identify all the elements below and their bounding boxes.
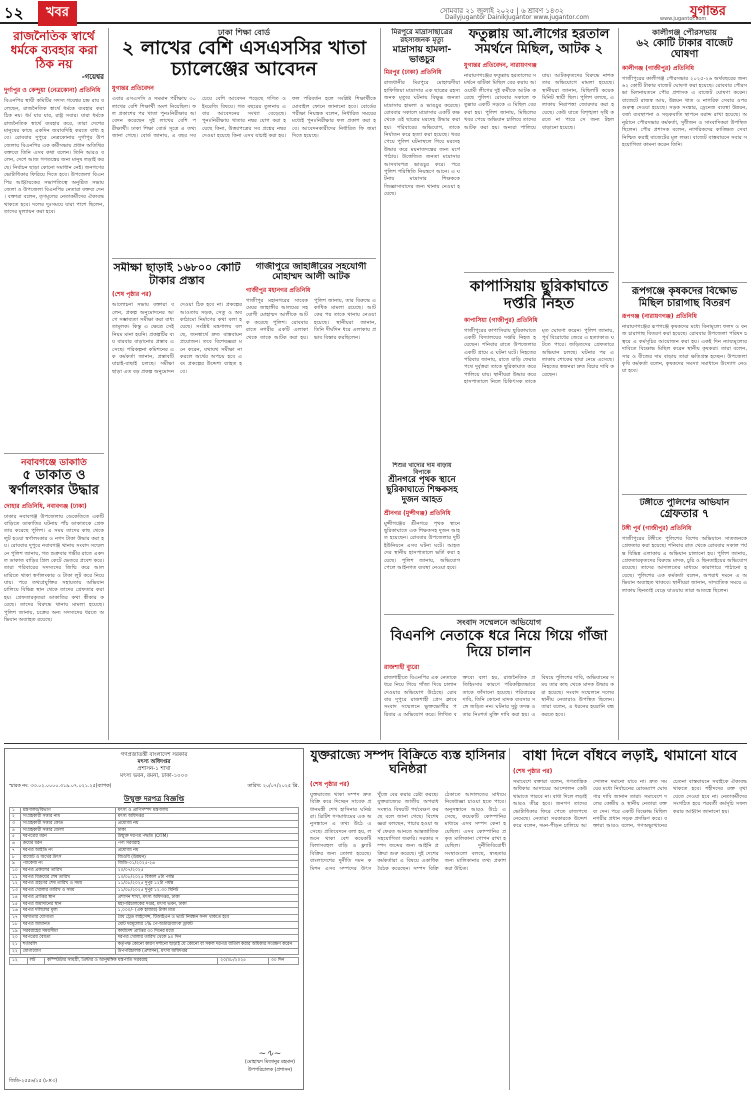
tender-row bbox=[10, 921, 299, 928]
article-body: মুন্সীগঞ্জের শ্রীনগরে পৃথক স্থানে ছুরিকাঘাতে এক শিক্ষকসহ দুজন আহত হয়েছেন। রোববার উপজেলার দুটি ইউনিয়নে এসব ঘটনা ঘটে। আহতদের স্থানীয় হাসপাতালে ভর্তি করা হয়েছে। পুলিশ জানায়, অভিযোগ পেলে আইনগত ব্যবস্থা নেওয়া হবে। bbox=[384, 520, 460, 571]
row-value: মোট দরমূল্যের ২% পে-অর্ডার/ব্যাংক ড্রাফট bbox=[115, 921, 298, 928]
row-label: দরদাতার যোগ্যতা bbox=[20, 915, 115, 922]
lot-cell: কম্পিউটার সামগ্রী, প্রিন্টার ও আনুষঙ্গিক যন্ত্রপাতি সরবরাহ bbox=[45, 958, 218, 965]
article-body: গাজীপুরের কাপাসিয়ায় ছুরিকাঘাতে একটি বিদ্যালয়ের দপ্তরি নিহত হয়েছেন। শনিবার রাতে উপজেলার একটি গ্রামে এ ঘটনা ঘটে। নিহতের পরিবার জানায়, রাতে বাড়ি ফেরার পথে দুর্বৃত্তরা তাকে ছুরিকাঘাত করে পালিয়ে যায়। স্থানীয়রা উদ্ধার করে হাসপাতালে নিলে চিকিৎসক তাকে মৃত ঘোষণা করেন। পুলিশ জানায়, পূর্ব বিরোধের জেরে এ হত্যাকাণ্ড ঘটতে পারে। জড়িতদের গ্রেফতারে অভিযান চলছে। ঘটনার পর এলাকায় শোকের ছায়া নেমে এসেছে। নিহতের স্বজনরা দ্রুত বিচার দাবি করেছেন। bbox=[464, 327, 614, 386]
byline: শ্রীনগর (মুন্সীগঞ্জ) প্রতিনিধি bbox=[384, 509, 451, 517]
headline: ৬২ কোটি টাকার বাজেট ঘোষণা bbox=[636, 37, 733, 61]
headline: গাজীপুরে জাহাঙ্গীরের সহযোগী মোহাম্মদ আলী আটক bbox=[255, 262, 367, 283]
row-label: প্যাকেজ নং bbox=[20, 861, 115, 868]
row-number: ১১ bbox=[10, 874, 21, 881]
row-label: সরবরাহের সময়সীমা bbox=[20, 928, 115, 935]
row-value: পণ্য সরবরাহ bbox=[115, 841, 298, 848]
source: -গয়েশ্বর bbox=[81, 73, 104, 82]
row-value: জিওবি (উন্নয়ন) bbox=[115, 854, 298, 861]
row-value: প্রযোজ্য নয় bbox=[115, 821, 298, 828]
row-value: ১,০০০/- (এক হাজার) টাকা মাত্র bbox=[115, 908, 298, 915]
headline: রূপগঞ্জে কৃষকদের বিক্ষোভ মিছিল চারাগাছ বিতরণ bbox=[631, 286, 738, 309]
tender-row bbox=[10, 868, 299, 875]
headline: সমীক্ষা ছাড়াই ১৬৮০০ কোটি টাকার প্রস্তাব bbox=[113, 262, 241, 287]
byline: রূপগঞ্জ (নারায়ণগঞ্জ) প্রতিনিধি bbox=[622, 313, 697, 320]
row-value: উন্মুক্ত দরপত্র পদ্ধতি (OTM) bbox=[115, 834, 298, 841]
row-number: ৫ bbox=[10, 834, 21, 841]
tender-row bbox=[10, 888, 299, 895]
signatory-title: উপপরিচালক (প্রশাসন) bbox=[247, 1068, 293, 1073]
row-label: দরপত্রের বৈধতা bbox=[20, 935, 115, 942]
byline: (শেষ পৃষ্ঠার পর) bbox=[513, 768, 553, 776]
row-number: ১২ bbox=[10, 881, 21, 888]
headline: বিএনপি নেতাকে ধরে নিয়ে গিয়ে গাঁজা দিয়ে চালান bbox=[390, 627, 608, 660]
row-label: দরপত্র খোলার তারিখ ও সময় bbox=[20, 888, 115, 895]
row-label: দরপত্র প্রকাশের তারিখ bbox=[20, 868, 115, 875]
article-body: গাজীপুর মহানগরের সাবেক মেয়র জাহাঙ্গীর আলমের সহযোগী মোহাম্মদ আলীকে আটক করেছে পুলিশ। রোববার রাতে নগরীর একটি এলাকা থেকে তাকে আটক করা হয়। পুলিশ জানায়, তার বিরুদ্ধে একাধিক মামলা রয়েছে। আটকের পর তাকে থানায় নেওয়া হয়েছে। স্থানীয়রা জানান, তিনি দীর্ঘদিন ধরে এলাকায় প্রভাব বিস্তার করছিলেন। bbox=[246, 297, 376, 341]
row-value: ১১/০৮/২০২৫ দুপুর ১২টা পর্যন্ত bbox=[115, 881, 298, 888]
byline: দোহার প্রতিনিধি, নবাবগঞ্জ (ঢাকা) bbox=[4, 502, 87, 510]
article-gazipur bbox=[246, 262, 376, 740]
article-bnp bbox=[384, 618, 614, 740]
row-number: ৬ bbox=[10, 841, 21, 848]
row-number: ১ bbox=[10, 807, 21, 814]
row-number: ৮ bbox=[10, 854, 21, 861]
byline: যুগান্তর প্রতিবেদন, নারায়ণগঞ্জ bbox=[464, 61, 537, 69]
headline: বাধা দিলে বাঁধবে লড়াই, থামানো যাবে bbox=[522, 748, 738, 764]
row-number: ১৬ bbox=[10, 908, 21, 915]
kicker: শিশুর খাদ্যের দাম বাড়ায় বিপাকে bbox=[392, 462, 452, 477]
social-links[interactable]: Dailyjugantor DainikJugantor www.jugantor.com bbox=[445, 14, 589, 21]
article-body: এবার এসএসসি ও সমমান পরীক্ষায় ৩০ লাখের বেশি শিক্ষার্থী অংশ নিয়েছিল। ফল প্রকাশের পর খাতা পুনঃনিরীক্ষার আবেদন করেছেন দুই লাখের বেশি পরীক্ষার্থী। ঢাকা শিক্ষা বোর্ড সূত্রে এ তথ্য জানা গেছে। বোর্ড জানায়, এ বছর সবচেয়ে বেশি আবেদন পড়েছে গণিত ও ইংরেজি বিষয়ে। গত বছরের তুলনায় এবার আবেদনের সংখ্যা বেড়েছে। পুনঃনিরীক্ষায় খাতার নম্বর যোগ করা হয়েছে কিনা, উত্তরপত্রের সব প্রশ্নের নম্বর দেওয়া হয়েছে কিনা এসব যাচাই করা হয়। ফল পরিবর্তন হলে সংশ্লিষ্ট শিক্ষার্থীকে মোবাইল ফোনে জানানো হবে। বোর্ডের পরীক্ষা নিয়ন্ত্রক বলেন, নির্ধারিত সময়ের মধ্যেই পুনঃনিরীক্ষার ফল প্রকাশ করা হবে। আবেদনকারীদের নির্ধারিত ফি জমা দিতে হয়েছে। bbox=[112, 96, 376, 140]
tender-row bbox=[10, 807, 299, 814]
tender-row bbox=[10, 948, 299, 955]
row-label: সংগ্রহকারী সত্তার কোড bbox=[20, 821, 115, 828]
tender-ref: স্মারক নং: ৩৩.০২.০০০০.৩১৯.০৭.০২১.২৫(ব্যাপক) bbox=[9, 783, 112, 789]
byline: টঙ্গী পূর্ব (গাজীপুর) প্রতিনিধি bbox=[622, 524, 692, 532]
byline: কাপাসিয়া (গাজীপুর) প্রতিনিধি bbox=[464, 316, 538, 324]
row-number: ২০ bbox=[10, 935, 21, 942]
row-number: ২২ bbox=[10, 948, 21, 955]
tender-title: উন্মুক্ত দরপত্র বিজ্ঞপ্তি bbox=[123, 794, 185, 803]
kicker: মিরপুরে মাদ্রাসাছাত্রের রহস্যজনক মৃত্যু bbox=[391, 28, 453, 45]
signatory-name: (মোহাম্মদ মিজানুর রহমান) bbox=[244, 1060, 295, 1065]
row-value: মহাপরিচালকের দপ্তর, মৎস্য ভবন, ঢাকা bbox=[115, 901, 298, 908]
kicker: নবাবগঞ্জে ডাকাতি bbox=[21, 458, 87, 468]
kicker: কালীগঞ্জ পৌরসভায় bbox=[652, 28, 717, 37]
article-body: গাজীপুরের কালীগঞ্জ পৌরসভার ২০২৫-২৬ অর্থবছরের জন্য ৬২ কোটি টাকার বাজেট ঘোষণা করা হয়েছে। রোববার পৌরসভা মিলনায়তনে পৌর প্রশাসক এ বাজেট ঘোষণা করেন। বাজেটে রাজস্ব আয়, উন্নয়ন খাত ও নাগরিক সেবার ওপর গুরুত্ব দেওয়া হয়েছে। সড়ক সংস্কার, ড্রেনেজ ব্যবস্থা উন্নয়ন, বর্জ্য ব্যবস্থাপনা ও সড়কবাতি স্থাপনে বরাদ্দ রাখা হয়েছে। অনুষ্ঠানে পৌরসভার কর্মকর্তা, সুধীজন ও সাংবাদিকরা উপস্থিত ছিলেন। পৌর প্রশাসক বলেন, নাগরিকদের কাঙ্ক্ষিত সেবা নিশ্চিত করাই বাজেটের মূল লক্ষ্য। বাজেট বাস্তবায়নে সবার সহযোগিতা কামনা করেন তিনি। bbox=[622, 75, 747, 148]
row-label: দরপত্র জমাদানের স্থান bbox=[20, 901, 115, 908]
row-number: ১৩ bbox=[10, 888, 21, 895]
tender-address: মৎস্য ভবন, রমনা, ঢাকা-১০০০ bbox=[120, 773, 188, 780]
tender-row bbox=[10, 881, 299, 888]
article-hasina bbox=[310, 748, 506, 1090]
tender-row bbox=[10, 841, 299, 848]
row-label: দরপত্র বিক্রয়ের শেষ তারিখ bbox=[20, 874, 115, 881]
lot-cell: লট bbox=[27, 958, 45, 965]
row-value: ঢাকা bbox=[115, 827, 298, 834]
row-value: প্রশাসন শাখা, মৎস্য অধিদপ্তর, ঢাকা bbox=[115, 894, 298, 901]
article-body: নারায়ণগঞ্জের রূপগঞ্জে কৃষকদের মধ্যে বিনামূল্যে ফলদ ও বনজ চারাগাছ বিতরণ করা হয়েছে। রোববার উপজেলা পরিষদ চত্বরে এ কর্মসূচির আয়োজন করা হয়। একই দিন ন্যায্যমূল্যের দাবিতে বিক্ষোভ মিছিল করেন স্থানীয় কৃষকরা। তারা বলেন, সার ও বীজের দাম বাড়ায় তারা ক্ষতিগ্রস্ত হচ্ছেন। উপজেলা কৃষি কর্মকর্তা বলেন, কৃষকদের সমস্যা সমাধানে উদ্যোগ নেওয়া হবে। bbox=[622, 324, 747, 375]
byline: কালীগঞ্জ (গাজীপুর) প্রতিনিধি bbox=[622, 64, 695, 72]
article-body: আলোচনা সভায় বক্তারা বলেন, প্রকল্প অনুমোদনের আগে সম্ভাব্যতা সমীক্ষা করা বাধ্যতামূলক। কিন্তু এ ক্ষেত্রে সেই নিয়ম মানা হয়নি। প্রকল্পটির ব্যয় বারবার বাড়ানোর প্রস্তাব এসেছে। পরিকল্পনা কমিশনের এক কর্মকর্তা জানান, প্রস্তাবটি যাচাই-বাছাই চলছে। সমীক্ষা ছাড়া এত বড় প্রকল্প অনুমোদন দেওয়া ঠিক হবে না। প্রকল্পের আওতায় সড়ক, সেতু ও অবকাঠামো নির্মাণের কথা বলা হয়েছে। সংশ্লিষ্ট মন্ত্রণালয় বলছে, জনস্বার্থে দ্রুত বাস্তবায়ন প্রয়োজন। তবে বিশেষজ্ঞরা মনে করেন, যথাযথ সমীক্ষা না করলে অর্থের অপচয় হবে এবং প্রকল্পের উদ্দেশ্য ব্যাহত হবে। bbox=[112, 302, 242, 375]
tender-lot-table bbox=[9, 957, 299, 965]
headline: রাজনৈতিক স্বার্থে ধর্মকে ব্যবহার করা ঠিক নয় bbox=[10, 30, 98, 71]
row-label: দরপত্র জামানত bbox=[20, 921, 115, 928]
row-value: দরপত্র খোলার তারিখ থেকে ৯০ দিন bbox=[115, 935, 298, 942]
article-body: ঢাকার নবাবগঞ্জ উপজেলায় ডেকেতিতে একটি বাড়িতে ডাকাতির ঘটনায় পাঁচ ডাকাতকে গ্রেফতার করেছে পুলিশ। এ সময় তাদের কাছ থেকে লুট হওয়া স্বর্ণালংকার ও নগদ টাকা উদ্ধার করা হয়। রোববার দুপুরে নবাবগঞ্জ থানায় সংবাদ সম্মেলনে পুলিশ জানায়, গত শুক্রবার গভীর রাতে একদল ডাকাত বাড়ির গ্রিল কেটে ভেতরে প্রবেশ করে। তারা পরিবারের সদস্যদের জিম্মি করে আলমারিতে থাকা স্বর্ণালংকার ও টাকা লুট করে নিয়ে যায়। পরে তথ্যপ্রযুক্তির সহায়তায় অভিযান চালিয়ে বিভিন্ন স্থান থেকে তাদের গ্রেফতার করা হয়। গ্রেফতারকৃতরা ডাকাতির কথা স্বীকার করেছে। তাদের বিরুদ্ধে থানায় মামলা হয়েছে। পুলিশ জানায়, চক্রের অন্য সদস্যদের ধরতে অভিযান অব্যাহত রয়েছে। bbox=[4, 513, 104, 623]
lot-cell: ৩০ দিন bbox=[268, 958, 298, 965]
tender-row bbox=[10, 861, 299, 868]
row-value: মৎস্য ও প্রাণিসম্পদ মন্ত্রণালয় bbox=[115, 807, 298, 814]
row-number: ৭ bbox=[10, 847, 21, 854]
kicker: সংবাদ সম্মেলনে অভিযোগ bbox=[456, 618, 542, 627]
headline: মাদ্রাসায় হামলা-ভাঙচুর bbox=[392, 44, 452, 66]
article-budget bbox=[112, 262, 242, 740]
kicker: টঙ্গীতে পুলিশের অভিযান bbox=[639, 498, 730, 508]
article-farmers bbox=[622, 286, 747, 491]
tender-row bbox=[10, 854, 299, 861]
tender-row bbox=[10, 874, 299, 881]
article-body: যুক্তরাজ্যে থাকা সম্পদ দ্রুত বিক্রি করে দিচ্ছেন সাবেক প্রধানমন্ত্রী শেখ হাসিনার ঘনিষ্ঠরা। ব্রিটিশ গণমাধ্যমের এক অনুসন্ধানে এ তথ্য উঠে এসেছে। প্রতিবেদনে বলা হয়, লন্ডনে থাকা বেশ কয়েকটি বিলাসবহুল বাড়ি ও ফ্ল্যাট বিক্রির জন্য তোলা হয়েছে। বাংলাদেশের দুর্নীতি দমন কমিশন এসব সম্পদের উৎস খুঁজে বের করার চেষ্টা করছে। যুক্তরাজ্যের জাতীয় অপরাধ সংস্থাও বিষয়টি পর্যবেক্ষণ করছে বলে জানা গেছে। বিশেষজ্ঞরা বলছেন, পাচার হওয়া অর্থ ফেরত আনতে আন্তর্জাতিক সহযোগিতা জরুরি। সরকার সম্পদ জব্দের জন্য আইনি প্রক্রিয়া শুরু করেছে। দুই দেশের কর্মকর্তারা এ বিষয়ে একাধিক বৈঠক করেছেন। সম্পদ বিক্রি ঠেকাতে আদালতের মাধ্যমে নিষেধাজ্ঞা চাওয়া হতে পারে। অনুসন্ধানে আরও উঠে এসেছে, কয়েকটি কোম্পানির মাধ্যমে এসব সম্পদ কেনা হয়েছিল। এসব কোম্পানির প্রকৃত মালিকানা গোপন রাখা হয়েছিল। দুর্নীতিবিরোধী সংস্থাগুলো বলছে, স্বচ্ছতার জন্য মালিকানার তথ্য প্রকাশ করা উচিত। bbox=[310, 791, 506, 872]
headline: কাপাসিয়ায় ছুরিকাঘাতে দপ্তরি নিহত bbox=[469, 278, 609, 313]
article-robbery bbox=[4, 458, 104, 738]
byline: মিরপুর (ঢাকা) প্রতিনিধি bbox=[384, 69, 442, 77]
website-url[interactable]: www.jugantor.com bbox=[660, 16, 707, 22]
row-label: মন্ত্রণালয়/বিভাগ bbox=[20, 807, 115, 814]
row-value: বৈধ ট্রেড লাইসেন্স, টিআইএন ও ভ্যাট নিবন্ধন সনদ থাকতে হবে bbox=[115, 915, 298, 922]
article-ssc bbox=[112, 28, 376, 253]
article-madrasa bbox=[384, 28, 460, 458]
tender-branch: প্রশাসন-১ শাখা bbox=[137, 766, 171, 773]
article-body: বিএনপির স্থায়ী কমিটির সদস্য গয়েশ্বর চন্দ্র রায় বলেছেন, রাজনৈতিক স্বার্থে ধর্মকে ব্যবহার করা ঠিক নয়। ধর্ম যার যার, রাষ্ট্র সবার। যারা ধর্মকে রাজনৈতিক স্বার্থে ব্যবহার করে, তারা দেশের মানুষের কাছে একদিন জবাবদিহি করতে বাধ্য হবে। রোববার দুপুরে নেত্রকোনার দুর্গাপুর উপজেলায় বিএনপির এক কর্মীসভায় প্রধান অতিথির বক্তব্যে তিনি এসব কথা বলেন। তিনি আরও বলেন, দেশে আজ গণতন্ত্রের জন্য মানুষ লড়াই করছে। নির্বাচন ছাড়া কোনো সমাধান নেই। জনগণের ভোটাধিকার ফিরিয়ে দিতে হবে। উপজেলা বিএনপির আহ্বায়কের সভাপতিত্বে অনুষ্ঠিত সভায় জেলা ও উপজেলা বিএনপির নেতারা বক্তব্য দেন। বক্তারা বলেন, তৃণমূলের নেতাকর্মীদের ঐক্যবদ্ধ থাকতে হবে। দলের দুঃসময়ে যারা পাশে ছিলেন, তাদের মূল্যায়ন করা হবে। bbox=[4, 98, 104, 216]
tender-footer: জিডি-২৫৫৬/২৫ (৮×৩) bbox=[9, 1079, 58, 1084]
headline: যুক্তরাজ্যে সম্পদ বিক্রিতে ব্যস্ত হাসিনার ঘনিষ্ঠরা bbox=[310, 748, 506, 777]
row-number: ৪ bbox=[10, 827, 21, 834]
article-kaliganj bbox=[622, 28, 747, 278]
row-value: ২০/০৭/২০২৫ bbox=[115, 868, 298, 875]
headline: গ্রেফতার ৭ bbox=[659, 507, 710, 521]
signature-mark: ~∿~ bbox=[258, 1049, 282, 1059]
row-value: কার্যাদেশ প্রাপ্তির ৩০ দিনের মধ্যে bbox=[115, 928, 298, 935]
article-tongi bbox=[622, 498, 747, 740]
row-label: দরপত্র আইডি নং bbox=[20, 847, 115, 854]
page-header bbox=[0, 0, 751, 24]
lot-cell: ১২ bbox=[10, 958, 28, 965]
tender-row bbox=[10, 827, 299, 834]
row-value: কর্তৃপক্ষ কোনো কারণ দর্শানো ছাড়াই যে কোনো বা সকল দরপত্র বাতিল করার অধিকার সংরক্ষণ করেন bbox=[115, 941, 298, 948]
newspaper-logo: যুগান্তর bbox=[690, 4, 726, 19]
byline: যুগান্তর প্রতিবেদন bbox=[112, 85, 154, 93]
article-body: রাজশাহীতে বিএনপির এক নেতাকে ধরে নিয়ে গিয়ে গাঁজা দিয়ে চালান দেওয়ার অভিযোগ উঠেছে। রোববার দুপুরে রাজশাহী প্রেস ক্লাবে সংবাদ সম্মেলনে ভুক্তভোগীর পরিবার এ অভিযোগ করে। লিখিত বক্তব্যে বলা হয়, রাজনৈতিক প্রতিহিংসার কারণে পরিকল্পিতভাবে তাকে ফাঁসানো হয়েছে। পরিবারের দাবি, তিনি কোনো মাদক ব্যবসার সঙ্গে জড়িত নন। ঘটনার সুষ্ঠু তদন্ত ও তার নিঃশর্ত মুক্তি দাবি করা হয়। এ বিষয়ে পুলিশের দাবি, অভিযানের সময় তার কাছ থেকে মাদক উদ্ধার করা হয়েছে। সংবাদ সম্মেলনে দলের স্থানীয় নেতারাও উপস্থিত ছিলেন। তারা বলেন, এ ধরনের হয়রানি বন্ধ করতে হবে। bbox=[384, 674, 614, 718]
article-body: গাজীপুরের টঙ্গীতে পুলিশের বিশেষ অভিযানে সাতজনকে গ্রেফতার করা হয়েছে। শনিবার রাত থেকে রোববার সকাল পর্যন্ত বিভিন্ন এলাকায় এ অভিযান চালানো হয়। পুলিশ জানায়, গ্রেফতারকৃতদের বিরুদ্ধে মাদক, চুরি ও ছিনতাইয়ের অভিযোগ রয়েছে। তাদের আদালতের মাধ্যমে কারাগারে পাঠানো হয়েছে। পুলিশের এক কর্মকর্তা বলেন, অপরাধ দমনে এ অভিযান অব্যাহত থাকবে। স্থানীয়রা জানান, সাম্প্রতিক সময়ে এলাকায় ছিনতাই বেড়ে যাওয়ায় তারা আতঙ্কে ছিলেন। bbox=[622, 535, 747, 594]
article-kapasia bbox=[464, 278, 614, 608]
row-label: যোগাযোগ bbox=[20, 948, 115, 955]
headline: ফতুল্লায় আ.লীগের হরতাল সমর্থনে মিছিল, আটক ২ bbox=[468, 28, 610, 57]
byline: দুর্গাপুর ও কেন্দুয়া (নেত্রকোনা) প্রতিনিধি bbox=[4, 87, 101, 95]
article-body: নারায়ণগঞ্জের ফতুল্লায় হরতালের সমর্থনে ঝটিকা মিছিল বের করায় আওয়ামী লীগের দুই কর্মীকে আটক করেছে পুলিশ। রোববার সকালে ফতুল্লার একটি সড়কে এ মিছিল বের করা হয়। পুলিশ জানায়, মিছিলের খবর পেয়ে অভিযান চালিয়ে তাদের আটক করা হয়। অন্যরা পালিয়ে যায়। আটককৃতদের বিরুদ্ধে নাশকতার অভিযোগে মামলা হয়েছে। স্থানীয়রা জানান, মিছিলটি কয়েক মিনিট স্থায়ী ছিল। পুলিশ বলছে, এলাকায় নিরাপত্তা জোরদার করা হয়েছে। কেউ যাতে বিশৃঙ্খলা সৃষ্টি করতে না পারে সে জন্য টহল বাড়ানো হয়েছে। bbox=[464, 72, 614, 131]
tender-row bbox=[10, 901, 299, 908]
row-number: ১৪ bbox=[10, 894, 21, 901]
row-value: জিডি-০১/২০২৫-২৬ bbox=[115, 861, 298, 868]
byline: (শেষ পৃষ্ঠার পর) bbox=[310, 780, 350, 788]
issue-date: সোমবার ২১ জুলাই ২০২৫ | ৬ শ্রাবণ ১৪৩২ bbox=[440, 7, 564, 15]
row-label: দরপত্র গ্রহণের শেষ তারিখ ও সময় bbox=[20, 881, 115, 888]
article-religion bbox=[4, 30, 104, 448]
tender-notice bbox=[4, 748, 304, 1090]
tender-date: তারিখ: ২০/০৭/২০২৫ খ্রি. bbox=[247, 783, 299, 789]
article-resist bbox=[513, 748, 747, 1090]
tender-org: গণপ্রজাতন্ত্রী বাংলাদেশ সরকার bbox=[120, 752, 188, 758]
row-number: ১০ bbox=[10, 868, 21, 875]
row-label: দরপত্র প্রাপ্তির স্থান bbox=[20, 894, 115, 901]
row-number: ১৮ bbox=[10, 921, 21, 928]
tender-row bbox=[10, 928, 299, 935]
row-number: ৯ bbox=[10, 861, 21, 868]
row-number: ১৭ bbox=[10, 915, 21, 922]
page-number: ১২ bbox=[4, 4, 24, 22]
byline: (শেষ পৃষ্ঠার পর) bbox=[112, 291, 152, 299]
tender-row bbox=[10, 821, 299, 828]
tender-row bbox=[10, 941, 299, 948]
row-label: শর্তাবলি bbox=[20, 941, 115, 948]
row-number: ১৫ bbox=[10, 901, 21, 908]
headline: ২ লাখের বেশি এসএসসির খাতা চ্যালেঞ্জের আবেদন bbox=[121, 36, 367, 81]
headline: শ্রীনগরে পৃথক স্থানে ছুরিকাঘাতে শিক্ষকসহ দুজন আহত bbox=[386, 475, 458, 505]
tender-row bbox=[10, 915, 299, 922]
tender-row bbox=[10, 814, 299, 821]
section-label: খবর bbox=[38, 1, 77, 26]
article-body: রাজধানীর মিরপুরে মোহাম্মদীয়া হাফিজিয়া মাদ্রাসার এক ছাত্রের রহস্যজনক মৃত্যুর ঘটনায় বিক্ষুব্ধ জনতা মাদ্রাসায় হামলা ও ভাঙচুর করেছে। রোববার সকালে মাদ্রাসার একটি কক্ষ থেকে ওই ছাত্রের মরদেহ উদ্ধার করা হয়। পরিবারের অভিযোগ, তাকে নির্যাতন করে হত্যা করা হয়েছে। খবর পেয়ে পুলিশ ঘটনাস্থলে গিয়ে মরদেহ উদ্ধার করে ময়নাতদন্তের জন্য মর্গে পাঠায়। উত্তেজিত জনতা মাদ্রাসার আসবাবপত্র ভাঙচুর করে। পরে পুলিশ পরিস্থিতি নিয়ন্ত্রণে আনে। এ ঘটনায় মাদ্রাসার শিক্ষককে জিজ্ঞাসাবাদের জন্য থানায় নেওয়া হয়েছে। bbox=[384, 80, 460, 198]
tender-row bbox=[10, 935, 299, 942]
article-fatullah bbox=[464, 28, 614, 268]
row-label: সংগ্রহকারী সত্তার জেলা bbox=[20, 827, 115, 834]
row-value: ১০/০৮/২০২৫ বিকাল ৪টা পর্যন্ত bbox=[115, 874, 298, 881]
tender-dept: মৎস্য অধিদপ্তর bbox=[137, 759, 171, 766]
row-label: বাজেট ও অর্থের উৎস bbox=[20, 854, 115, 861]
row-label: ক্রয়ের ধরন bbox=[20, 841, 115, 848]
row-number: ২১ bbox=[10, 941, 21, 948]
row-number: ১৯ bbox=[10, 928, 21, 935]
row-label: দরপত্রের ধরন bbox=[20, 834, 115, 841]
row-value: মৎস্য অধিদপ্তর bbox=[115, 814, 298, 821]
kicker: ঢাকা শিক্ষা বোর্ড bbox=[217, 28, 271, 37]
article-body: সমাবেশে বক্তারা বলেন, গণতান্ত্রিক অধিকার আদায়ের আন্দোলন কেউ থামাতে পারবে না। বাধা দিলে লড়াই আরও তীব্র হবে। জনগণ তাদের ভোটাধিকার ফিরে পেতে রাজপথে নেমেছে। নেতারা সরকারকে উদ্দেশ করে বলেন, দমন-পীড়ন চালিয়ে আন্দোলন দমানো যাবে না। দ্রুত সময়ের মধ্যে নির্বাচনের রোডম্যাপ ঘোষণার দাবি জানান তারা। সমাবেশে দলের কেন্দ্রীয় ও স্থানীয় নেতারা বক্তব্য দেন। পরে একটি বিক্ষোভ মিছিল নগরীর প্রধান সড়ক প্রদক্ষিণ করে। বক্তারা আরও বলেন, গণঅভ্যুত্থানের চেতনা বাস্তবায়নে সবাইকে ঐক্যবদ্ধ থাকতে হবে। শহীদদের রক্ত বৃথা যেতে দেওয়া হবে না। নেতাকর্মীদের সংগঠিত হয়ে পরবর্তী কর্মসূচি সফল করার আহ্বান জানানো হয়। bbox=[513, 779, 747, 830]
row-label: সংগ্রহকারী সত্তার নাম bbox=[20, 814, 115, 821]
tender-row bbox=[10, 847, 299, 854]
row-label: দরপত্র দলিলের মূল্য bbox=[20, 908, 115, 915]
row-number: ৩ bbox=[10, 821, 21, 828]
article-srinagar bbox=[384, 462, 460, 612]
tender-row bbox=[10, 908, 299, 915]
row-value: প্রযোজ্য নয় bbox=[115, 847, 298, 854]
row-value: ১১/০৮/২০২৫ দুপুর ১২.৩০ মিনিট bbox=[115, 888, 298, 895]
row-value: উপপরিচালক (প্রশাসন), মৎস্য অধিদপ্তর bbox=[115, 948, 298, 955]
row-number: ২ bbox=[10, 814, 21, 821]
tender-row bbox=[10, 894, 299, 901]
tender-table bbox=[9, 807, 299, 956]
lot-cell: ২০/০৮/২০২৫ bbox=[218, 958, 269, 965]
byline: রাজশাহী ব্যুরো bbox=[384, 663, 420, 671]
tender-row bbox=[10, 834, 299, 841]
headline: ৫ ডাকাত ও স্বর্ণালংকার উদ্ধার bbox=[9, 467, 99, 498]
byline: গাজীপুর মহানগর প্রতিনিধি bbox=[246, 286, 311, 294]
